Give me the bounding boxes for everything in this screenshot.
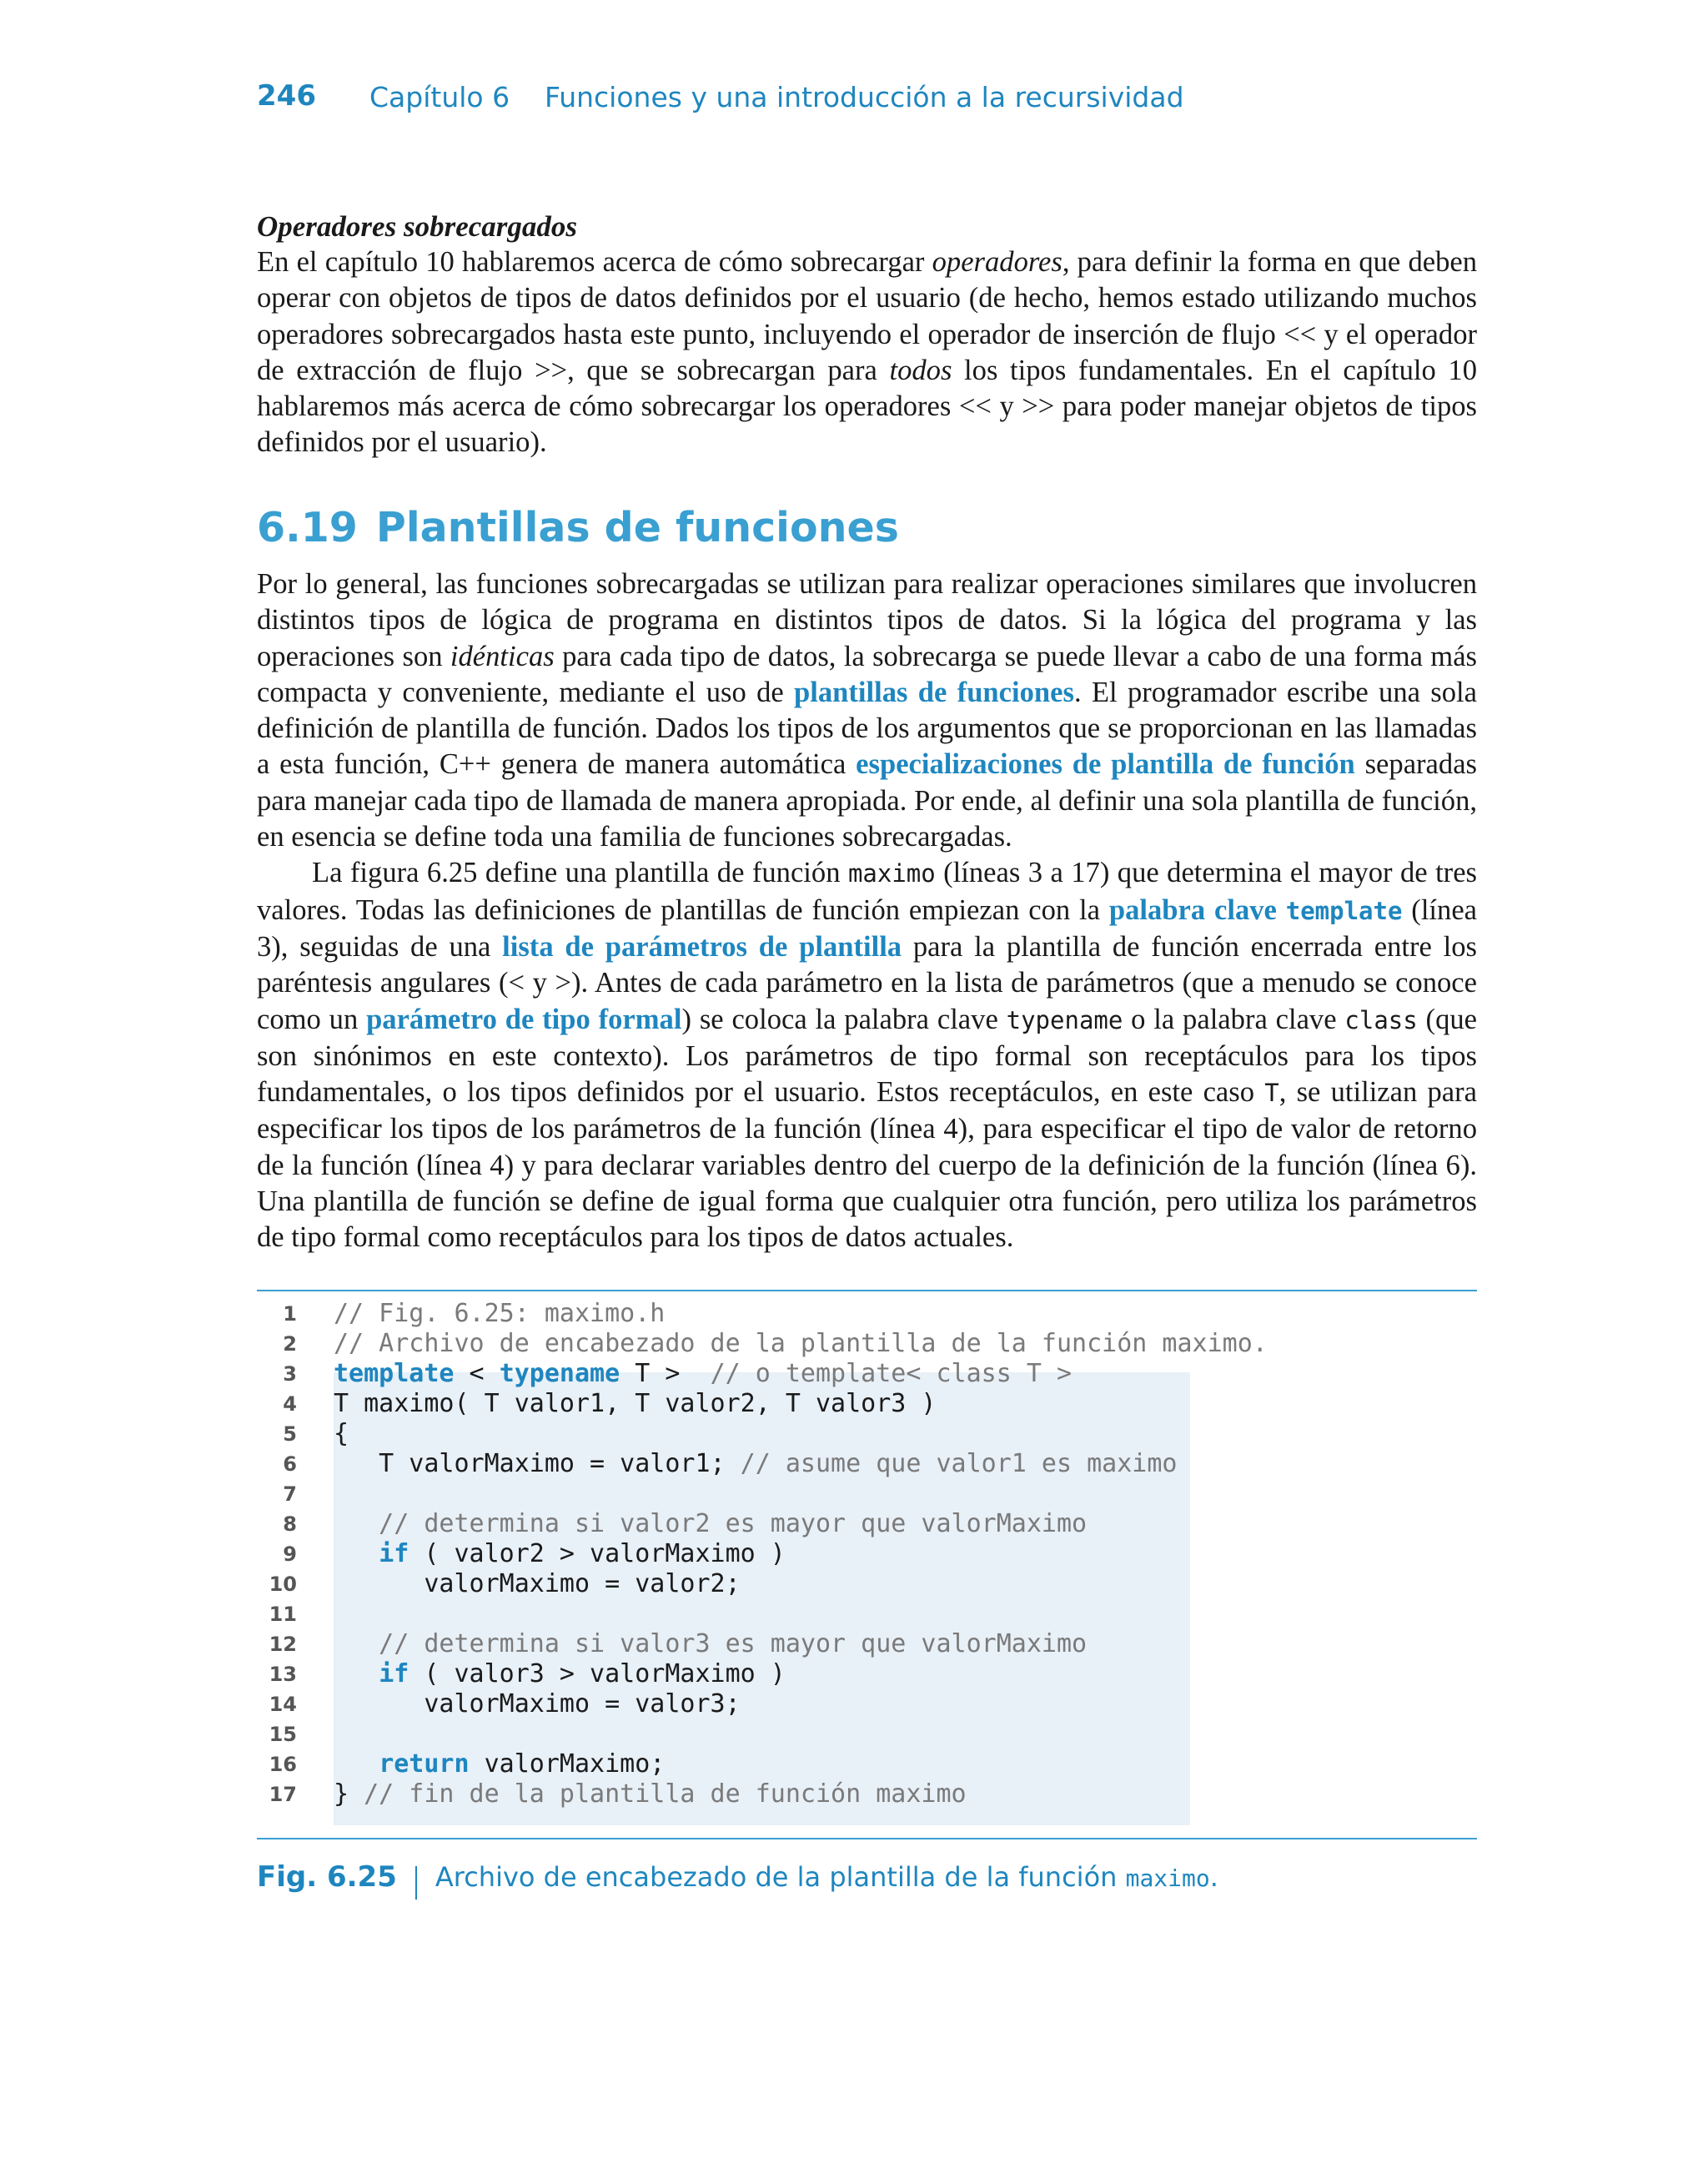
code-text: // Archivo de encabezado de la plantilla de la función maximo. xyxy=(334,1329,1268,1358)
caption-divider xyxy=(415,1866,417,1900)
code-run: ( valor2 > valorMaximo ) xyxy=(409,1539,786,1568)
inline-code: typename xyxy=(1006,1005,1123,1034)
code-text xyxy=(334,1749,665,1779)
line-number: 1 xyxy=(283,1302,297,1326)
paragraph xyxy=(257,855,1477,1256)
line-number: 15 xyxy=(269,1723,297,1746)
function-templates-block xyxy=(257,566,1477,1256)
line-number: 14 xyxy=(269,1693,297,1716)
figure-caption xyxy=(257,1860,1218,1900)
code-run: < xyxy=(454,1359,500,1388)
line-number: 10 xyxy=(269,1573,297,1596)
key-term: parámetro de tipo formal xyxy=(366,1003,682,1035)
chapter-title: Capítulo 6 Funciones y una introducción a la recursividad xyxy=(369,81,1184,113)
code-comment: // o template< class T > xyxy=(710,1359,1073,1388)
code-line xyxy=(257,1389,1477,1419)
text-run: ) se coloca la palabra clave xyxy=(681,1003,1007,1035)
code-line xyxy=(257,1719,1477,1749)
line-number: 13 xyxy=(269,1663,297,1686)
line-number: 12 xyxy=(269,1633,297,1656)
code-line xyxy=(257,1479,1477,1509)
code-indent xyxy=(334,1659,379,1688)
code-text: T maximo( T valor1, T valor2, T valor3 ) xyxy=(334,1389,937,1418)
emphasis: operadores xyxy=(932,246,1062,278)
line-number: 5 xyxy=(283,1422,297,1446)
line-number: 6 xyxy=(283,1452,297,1476)
code-run: T valorMaximo = valor1; xyxy=(334,1449,741,1478)
code-line xyxy=(257,1689,1477,1719)
keyword: template xyxy=(334,1359,455,1388)
code-text: { xyxy=(334,1419,349,1448)
key-term: plantillas de funciones xyxy=(794,676,1074,708)
code-line xyxy=(257,1659,1477,1689)
code-line xyxy=(257,1329,1477,1359)
section-title: Plantillas de funciones xyxy=(375,504,899,551)
text-run: para cada tipo de datos, la sobrecarga se puede llevar a cabo de una forma más compacta y conveniente, mediante el uso de xyxy=(257,640,1477,708)
paragraph xyxy=(257,566,1477,855)
text-run: los tipos fundamentales. En el capítulo 10 hablaremos más acerca de cómo sobrecargar los operadores << y >> para poder manejar objetos de tipos definidos por el usuario). xyxy=(257,354,1477,459)
line-number: 17 xyxy=(269,1783,297,1806)
code-line xyxy=(257,1779,1477,1809)
section-number: 6.19 xyxy=(257,504,358,551)
code-text: valorMaximo = valor3; xyxy=(334,1689,741,1719)
text-run: para la plantilla de función encerrada entre los paréntesis angulares (< y >). Antes de cada parámetro en la lista de parámetros (que a menudo se conoce como un xyxy=(257,930,1478,1035)
code-text xyxy=(334,1359,1072,1389)
key-term: palabra clave xyxy=(1108,893,1286,926)
code-text: // determina si valor2 es mayor que valorMaximo xyxy=(334,1509,1088,1538)
code-text: // Fig. 6.25: maximo.h xyxy=(334,1299,666,1328)
key-term-code: template xyxy=(1285,896,1403,925)
code-text: valorMaximo = valor2; xyxy=(334,1569,741,1598)
line-number: 2 xyxy=(283,1332,297,1356)
keyword: if xyxy=(379,1659,409,1688)
text-run: , se utilizan para especificar los tipos de los parámetros de la función (línea 4), para especificar el tipo de valor de retorno de la función (línea 4) y para declarar variables dentro del cuerpo de la definición de la función (línea 6). Una plantilla de función se define de igual forma que cualquier otra función, pero utiliza los parámetros de tipo formal como receptáculos para los tipos de datos actuales. xyxy=(257,1076,1477,1254)
code-text xyxy=(334,1449,1177,1479)
code-text xyxy=(334,1659,786,1689)
line-number: 11 xyxy=(269,1603,297,1626)
line-number: 7 xyxy=(283,1482,297,1506)
code-line xyxy=(257,1359,1477,1389)
text-run: (que son sinónimos en este contexto). Los parámetros de tipo formal son receptáculos para los tipos fundamentales, o los tipos definidos por el usuario. Estos receptáculos, en este caso xyxy=(257,1003,1477,1109)
line-number: 4 xyxy=(283,1392,297,1416)
line-number: 9 xyxy=(283,1542,297,1566)
figure-top-rule xyxy=(257,1290,1477,1291)
code-line xyxy=(257,1749,1477,1779)
code-text: // determina si valor3 es mayor que valorMaximo xyxy=(334,1629,1088,1658)
code-line xyxy=(257,1419,1477,1449)
text-run: (líneas 3 a 17) que determina el mayor de tres valores. Todas las definiciones de plantillas de función empiezan con la xyxy=(257,857,1477,926)
caption-end: . xyxy=(1209,1861,1218,1893)
inline-code: maximo xyxy=(847,859,936,888)
code-text xyxy=(334,1779,967,1809)
code-run: ( valor3 > valorMaximo ) xyxy=(409,1659,786,1688)
keyword: if xyxy=(379,1539,409,1568)
text-run: En el capítulo 10 hablaremos acerca de cómo sobrecargar xyxy=(257,246,932,278)
code-line xyxy=(257,1539,1477,1569)
code-indent xyxy=(334,1749,379,1779)
emphasis: idénticas xyxy=(450,640,555,672)
code-line xyxy=(257,1569,1477,1599)
code-listing xyxy=(257,1299,1477,1809)
text-run: . El programador escribe una sola definición de plantilla de función. Dados los tipos de los argumentos que se proporcionan en las llamadas a esta función, C++ genera de manera automática xyxy=(257,676,1478,781)
code-line xyxy=(257,1449,1477,1479)
inline-code: T xyxy=(1264,1079,1279,1108)
text-run: , para definir la forma en que deben operar con objetos de tipos de datos definidos por el usuario (de hecho, hemos estado utilizando muchos operadores sobrecargados hasta este punto, incluyendo el operador de inserción de flujo << y el operador de extracción de flujo >>, que se sobrecargan para xyxy=(257,246,1477,386)
code-line xyxy=(257,1509,1477,1539)
text-run: (línea 3), seguidas de una xyxy=(257,893,1478,963)
line-number: 3 xyxy=(283,1362,297,1386)
caption-text: Archivo de encabezado de la plantilla de la función xyxy=(435,1861,1126,1893)
key-term: especializaciones de plantilla de función xyxy=(856,748,1355,781)
code-comment: // fin de la plantilla de función maximo xyxy=(364,1779,967,1809)
keyword: typename xyxy=(499,1359,620,1388)
code-run: T > xyxy=(620,1359,711,1388)
section-heading xyxy=(257,504,899,551)
code-line xyxy=(257,1299,1477,1329)
paragraph xyxy=(257,244,1477,461)
text-run: La figura 6.25 define una plantilla de función xyxy=(312,857,848,889)
figure-label: Fig. 6.25 xyxy=(257,1860,397,1894)
text-run: Por lo general, las funciones sobrecargadas se utilizan para realizar operaciones similares que involucren distintos tipos de lógica de programa en distintos tipos de datos. Si la lógica del programa y las operaciones son xyxy=(257,568,1477,672)
overloaded-operators-block xyxy=(257,209,1477,461)
code-line xyxy=(257,1629,1477,1659)
keyword: return xyxy=(379,1749,470,1779)
page-number: 246 xyxy=(257,79,316,113)
inline-code: class xyxy=(1344,1005,1418,1034)
code-run: valorMaximo; xyxy=(469,1749,666,1779)
line-number: 16 xyxy=(269,1753,297,1776)
line-number: 8 xyxy=(283,1512,297,1536)
figure-bottom-rule xyxy=(257,1838,1477,1839)
code-comment: // asume que valor1 es maximo xyxy=(740,1449,1178,1478)
code-run: } xyxy=(334,1779,364,1809)
caption-code: maximo xyxy=(1125,1864,1210,1892)
code-line xyxy=(257,1599,1477,1629)
text-run: o la palabra clave xyxy=(1123,1003,1345,1035)
subsection-title: Operadores sobrecargados xyxy=(257,210,578,243)
text-run: separadas para manejar cada tipo de llamada de manera apropiada. Por ende, al definir una sola plantilla de función, en esencia se define toda una familia de funciones sobrecargadas. xyxy=(257,748,1477,853)
code-indent xyxy=(334,1539,379,1568)
code-text xyxy=(334,1539,786,1569)
key-term: lista de parámetros de plantilla xyxy=(502,930,902,963)
emphasis: todos xyxy=(889,354,952,386)
